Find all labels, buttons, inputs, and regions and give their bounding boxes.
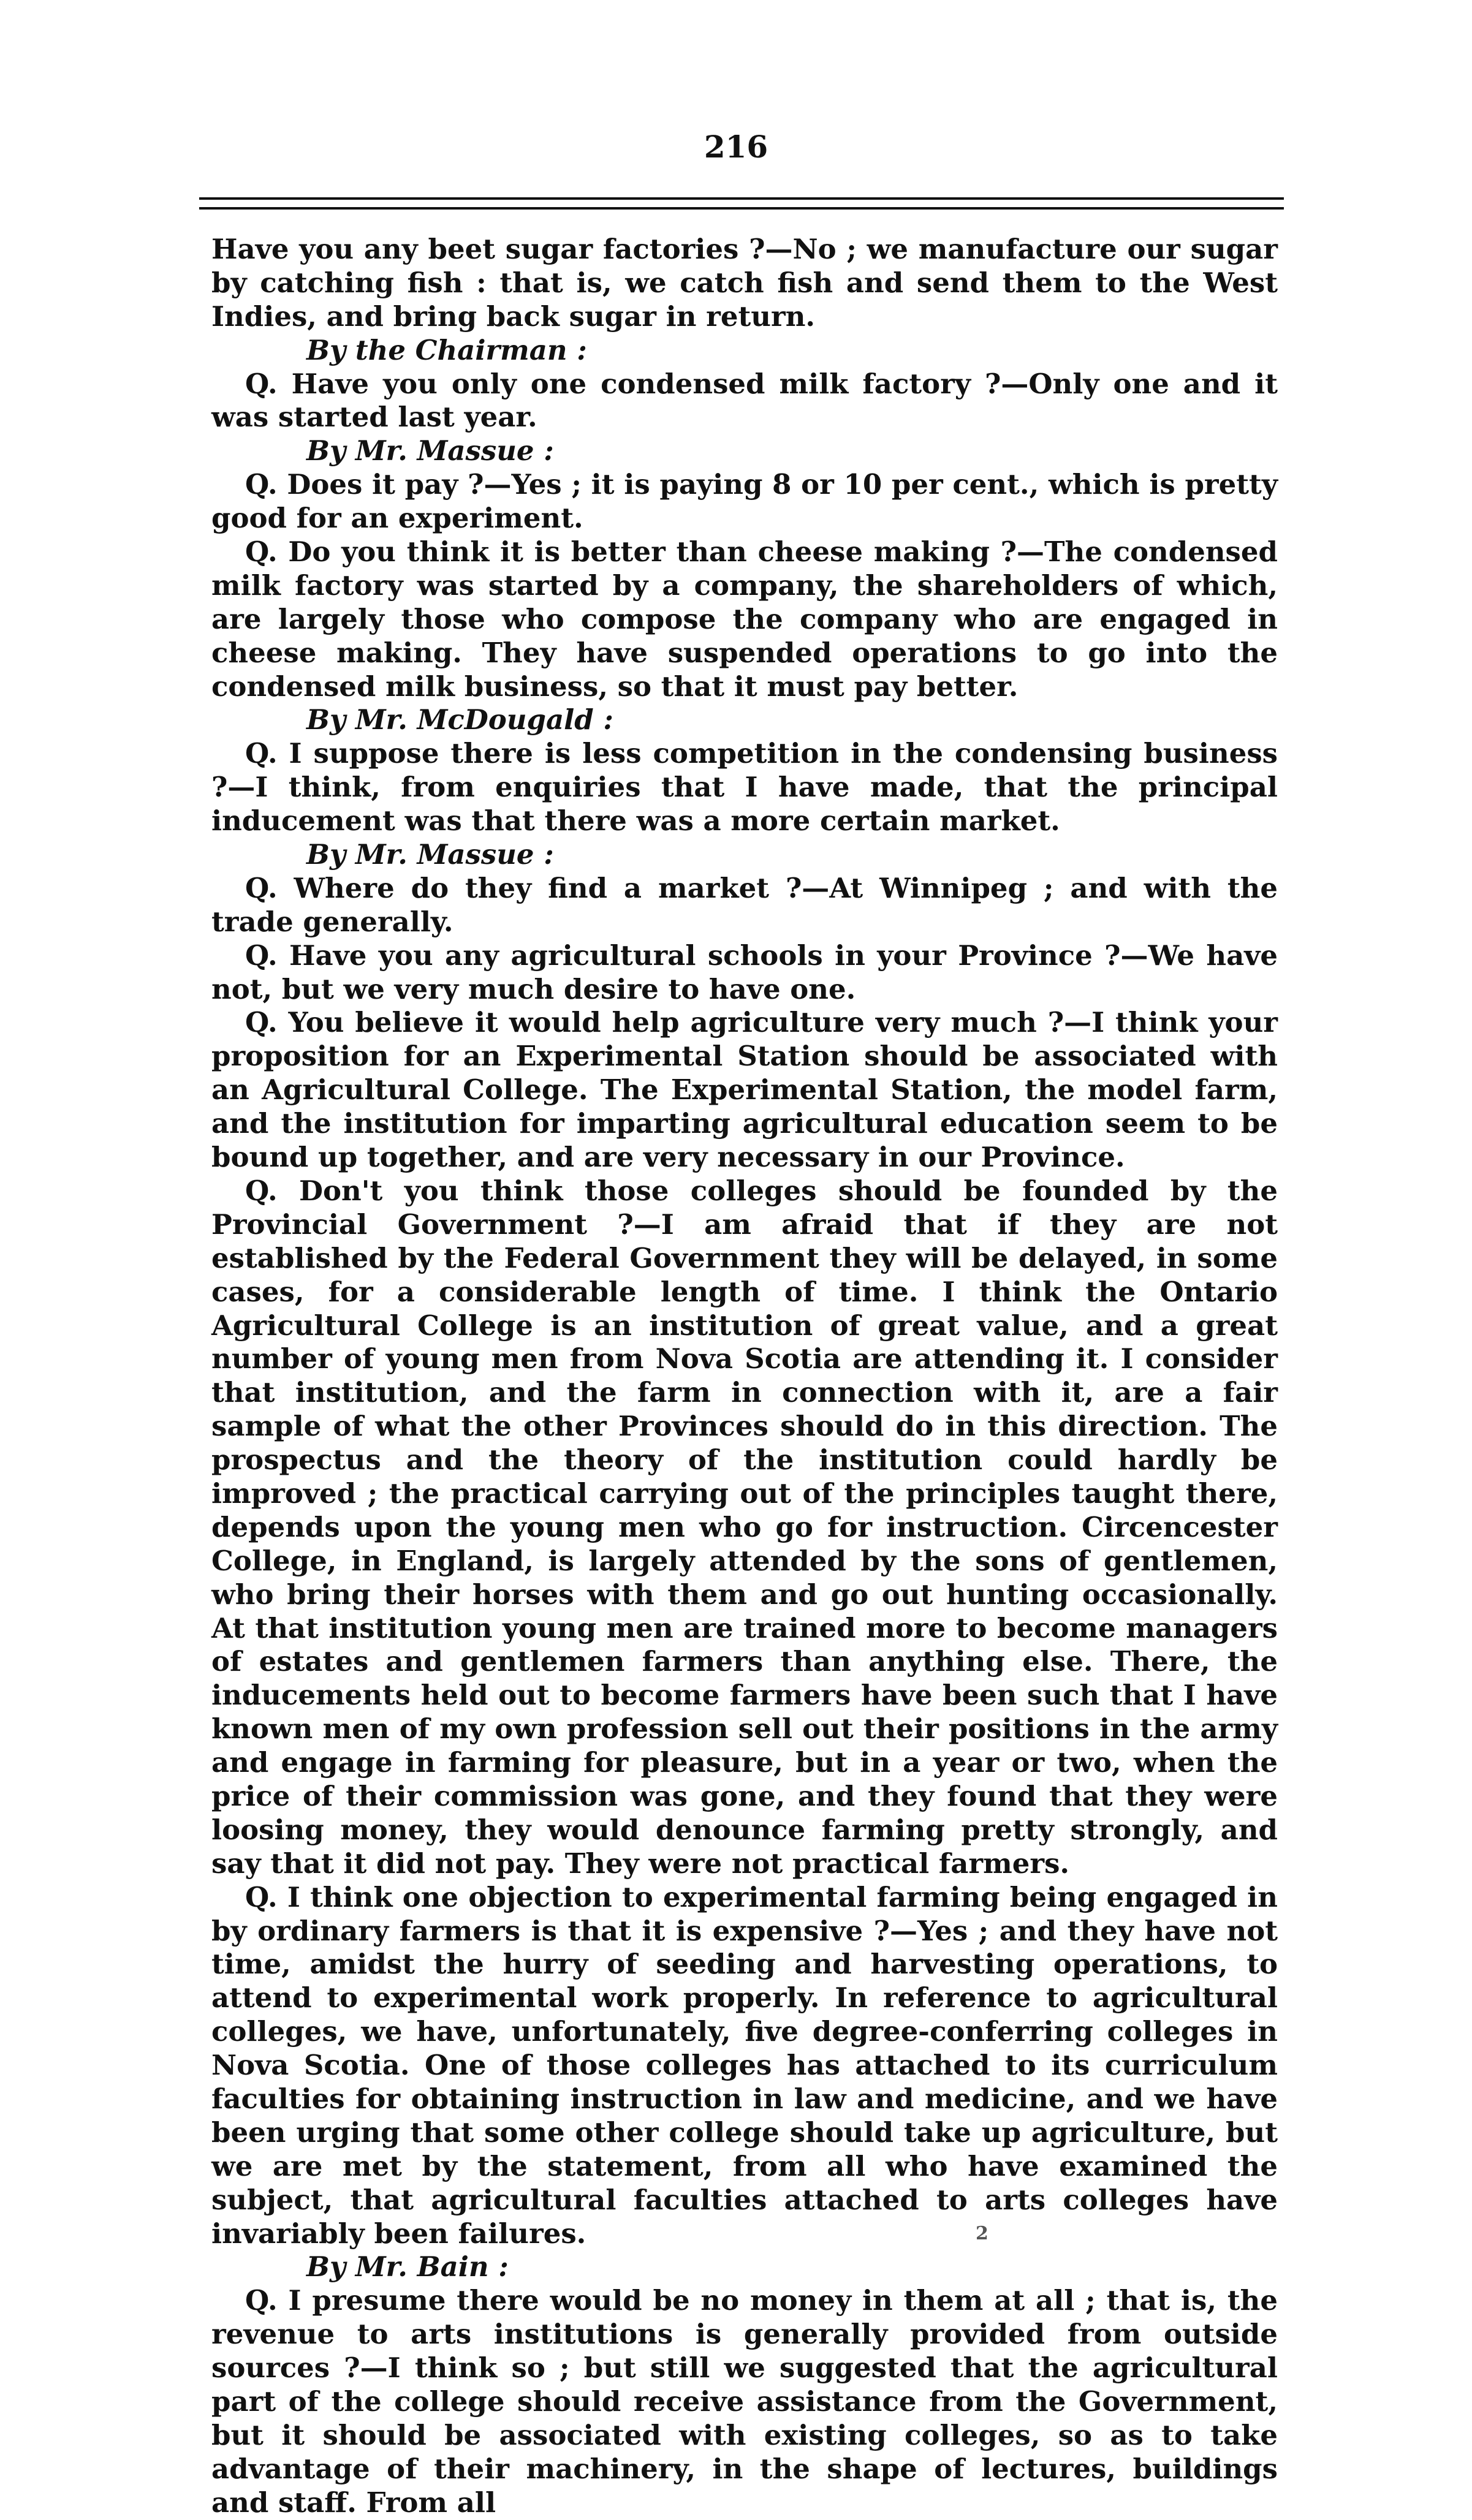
header-rule-top: [199, 197, 1284, 200]
paragraph: Q. You believe it would help agriculture very much ?—I think your proposition for an Experimental Station should be associated with an Agricultural College. The Experimental Station, the model farm, and the institution for imparting agricultural education seem to be bound up together, and are very necessary in our Province.: [211, 1006, 1278, 1174]
paragraph: Q. Have you only one condensed milk factory ?—Only one and it was started last year.: [211, 367, 1278, 434]
page-body: [211, 233, 1278, 2520]
page-number: 216: [704, 129, 768, 165]
paragraph: Q. Where do they find a market ?—At Winnipeg ; and with the trade generally.: [211, 871, 1278, 938]
speaker-heading: By Mr. McDougald :: [306, 703, 613, 736]
speaker-heading: By Mr. Bain :: [306, 2250, 509, 2284]
paragraph: Q. Have you any agricultural schools in your Province ?—We have not, but we very much desire to have one.: [211, 939, 1278, 1005]
paragraph: Q. I think one objection to experimental farming being engaged in by ordinary farmers is that it is expensive ?—Yes ; and they have not time, amidst the hurry of seeding and harvesting operations, to attend to experimental work properly. In reference to agricultural colleges, we have, unfortunately, five degree-conferring colleges in Nova Scotia. One of those colleges has attached to its curriculum faculties for obtaining instruction in law and medicine, and we have been urging that some other college should take up agriculture, but we are met by the statement, from all who have examined the subject, that agricultural faculties attached to arts colleges have invariably been failures.: [211, 1880, 1278, 2250]
speaker-heading: By Mr. Massue :: [306, 838, 554, 871]
paragraph: Q. Do you think it is better than cheese making ?—The condensed milk factory was started by a company, the shareholders of which, are largely those who compose the company who are engaged in cheese making. They have suspended operations to go into the condensed milk business, so that it must pay better.: [211, 535, 1278, 703]
paragraph: Q. Does it pay ?—Yes ; it is paying 8 or 10 per cent., which is pretty good for an experiment.: [211, 468, 1278, 535]
speaker-heading: By the Chairman :: [306, 333, 587, 366]
paragraph: Have you any beet sugar factories ?—No ; we manufacture our sugar by catching fish : that is, we catch fish and send them to the West Indies, and bring back sugar in return.: [211, 233, 1278, 333]
footer-mark: 2: [976, 2223, 988, 2244]
speaker-heading: By Mr. Massue :: [306, 434, 554, 467]
paragraph: Q. I presume there would be no money in them at all ; that is, the revenue to arts institutions is generally provided from outside sources ?—I think so ; but still we suggested that the agricultural part of the college should receive assistance from the Government, but it should be associated with existing colleges, so as to take advantage of their machinery, in the shape of lectures, buildings and staff. From all: [211, 2284, 1278, 2519]
paragraph: Q. Don't you think those colleges should be founded by the Provincial Government ?—I am afraid that if they are not established by the Federal Government they will be delayed, in some cases, for a considerable length of time. I think the Ontario Agricultural College is an institution of great value, and a great number of young men from Nova Scotia are attending it. I consider that institution, and the farm in connection with it, are a fair sample of what the other Provinces should do in this direction. The prospectus and the theory of the institution could hardly be improved ; the practical carrying out of the principles taught there, depends upon the young men who go for instruction. Circencester College, in England, is largely attended by the sons of gentlemen, who bring their horses with them and go out hunting occasionally. At that institution young men are trained more to become managers of estates and gentlemen farmers than anything else. There, the inducements held out to become farmers have been such that I have known men of my own profession sell out their positions in the army and engage in farming for pleasure, but in a year or two, when the price of their commission was gone, and they found that they were loosing money, they would denounce farming pretty strongly, and say that it did not pay. They were not practical farmers.: [211, 1174, 1278, 1880]
header-rule-bottom: [199, 207, 1284, 210]
paragraph: Q. I suppose there is less competition in the condensing business ?—I think, from enquiries that I have made, that the principal inducement was that there was a more certain market.: [211, 737, 1278, 838]
